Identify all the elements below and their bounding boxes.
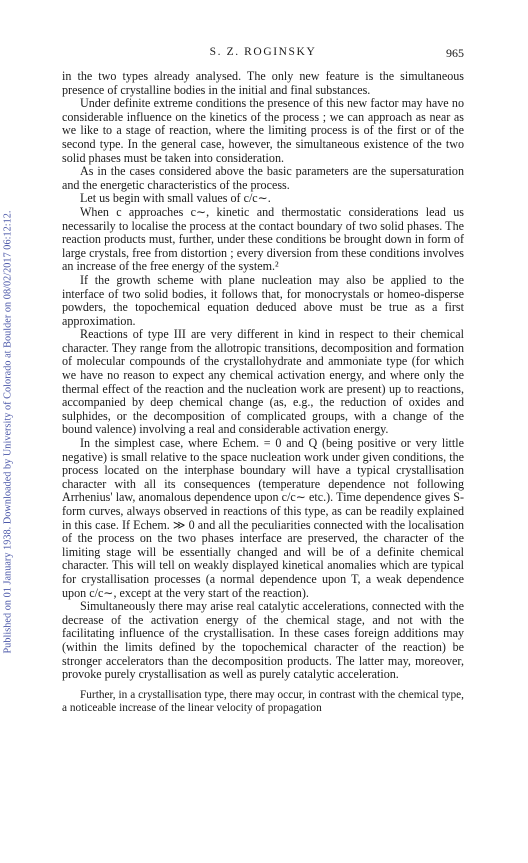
paragraph: Under definite extreme conditions the presence of this new factor may have no considerable influence on the kinetics of the process ; we can approach as near as we like to a stage of reaction, where the limiting process is of the first or of the second type. In the general case, however, the simultaneous existence of the two solid phases must be taken into consideration.	[62, 96, 464, 165]
download-watermark	[2, 0, 14, 863]
download-watermark-text: Published on 01 January 1938. Downloaded by University of Colorado at Boulder on 08/02/2017 06:12:12.	[2, 209, 14, 654]
paragraph: Simultaneously there may arise real catalytic accelerations, connected with the decrease of the activation energy of the chemical stage, and not with the facilitating influence of the crystallisation. In these cases foreign additions may (within the limits defined by the topochemical character of the reaction) be stronger accelerators than the decomposition products. The latter may, moreover, provoke purely crystallisation as well as purely catalytic acceleration.	[62, 599, 464, 682]
paragraph: Reactions of type III are very different in kind in respect to their chemical character. They range from the allotropic transitions, decomposition and formation of molecular compounds of the crystallohydrate and ammoniate type (for which we have no reason to expect any chemical activation energy, and where only the thermal effect of the reaction and the nucleation work are present) up to reactions, accompanied by deep chemical change (as, e.g., the reduction of oxides and sulphides, or the decomposition of complicated groups, with a change of the bound valence) involving a real and considerable activation energy.	[62, 327, 464, 437]
running-title: S. Z. ROGINSKY	[209, 46, 317, 58]
paragraph: If the growth scheme with plane nucleation may also be applied to the interface of two solid bodies, it follows that, for monocrystals or homeo-disperse powders, the topochemical equation deduced above must be true as a first approximation.	[62, 272, 464, 328]
page-header	[62, 46, 464, 62]
page-number: 965	[446, 46, 464, 60]
paragraph: As in the cases considered above the basic parameters are the supersaturation and the energetic characteristics of the process.	[62, 164, 464, 192]
paragraph: In the simplest case, where Echem. = 0 and Q (being positive or very little negative) is small relative to the space nucleation work under given conditions, the process located on the interphase boundary will have a typical crystallisation character with all its consequences (temperature dependence not following Arrhenius' law, anomalous dependence upon c/c∼ etc.). Time dependence gives S-form curves, always observed in reactions of this type, as can be readily explained in this case. If Echem. ≫ 0 and all the peculiarities connected with the localisation of the process on the two phases interface are preserved, the character of the limiting stage will be essentially changed and will be of a definite chemical character. This will tell on weakly displayed kinetical anomalies which are typical for crystallisation processes (a normal dependence upon T, a weak dependence upon c/c∼, except at the very start of the reaction).	[62, 436, 464, 600]
paragraph: Further, in a crystallisation type, there may occur, in contrast with the chemical type, a noticeable increase of the linear velocity of propagation	[62, 688, 464, 714]
paragraph: in the two types already analysed. The only new feature is the simultaneous presence of crystalline bodies in the initial and final substances.	[62, 69, 464, 97]
body-text	[62, 70, 464, 715]
paragraph: Let us begin with small values of c/c∼.	[80, 191, 271, 206]
paragraph: When c approaches c∼, kinetic and thermostatic considerations lead us necessarily to localise the process at the contact boundary of two solid phases. The reaction products must, further, under these conditions be brought down in form of large crystals, free from distortion ; every diversion from these conditions involves an increase of the free energy of the system.²	[62, 204, 464, 274]
